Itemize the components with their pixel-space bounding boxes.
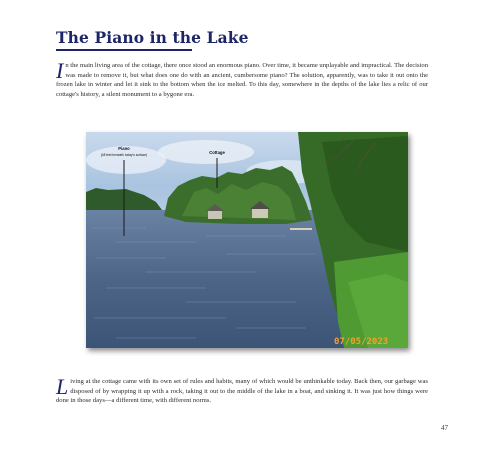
cottage-label: Cottage [209, 150, 225, 155]
title-underline [56, 49, 192, 51]
page-number: 47 [441, 424, 448, 432]
paragraph-text: n the main living area of the cottage, there once stood an enormous piano. Over time, it became unplayable and impractical. The decision was made to remove it, but what does one do with an ancient, cumbersome piano? The solution, apparently, was to take it out onto the frozen lake in winter and let it sink to the bottom when the ice melted. To this day, somewhere in the depths of the lake lies a relic of our cottage's history, a silent monument to a bygone era. [56, 62, 428, 98]
drop-cap: L [56, 374, 69, 399]
drop-cap: I [56, 58, 64, 83]
lake-photo [86, 132, 408, 348]
paragraph-text: iving at the cottage came with its own set of rules and habits, many of which would be unthinkable today. Back then, our garbage was disposed of by wrapping it up with a rock, taking it out to the middle of the lake in a boat, and sinking it. It was just how things were done in those days—a different time, with different norms. [56, 378, 428, 405]
intro-paragraph [56, 58, 428, 99]
page-title: The Piano in the Lake [56, 28, 249, 47]
photo-timestamp: 07/05/2023 [334, 337, 389, 347]
garbage-paragraph [56, 374, 428, 406]
piano-depth-label: (48 feet beneath today's surface) [100, 153, 148, 157]
piano-label: Piano [118, 146, 130, 151]
